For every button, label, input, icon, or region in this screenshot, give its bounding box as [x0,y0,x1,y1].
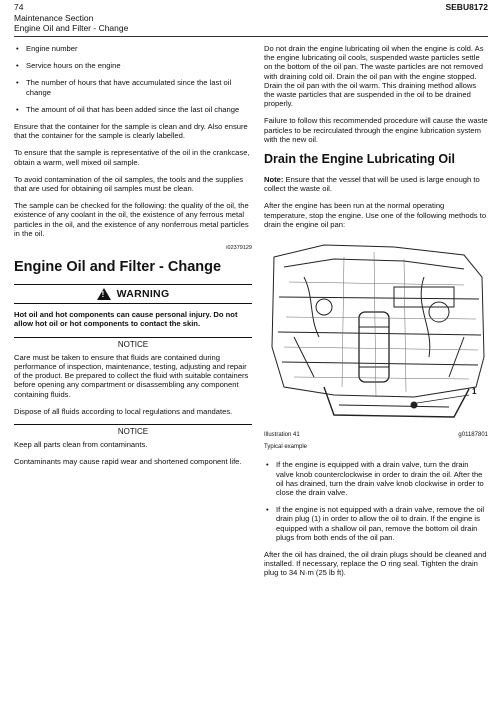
topic-name: Engine Oil and Filter - Change [14,23,129,33]
header-rule [14,36,488,37]
paragraph: To avoid contamination of the oil samples, the tools and the supplies that are used for obtaining oil samples must be clean. [14,174,244,194]
illustration-number: Illustration 41 [264,432,300,439]
paragraph: Contaminants may cause rapid wear and shortened component life. [14,457,242,467]
notice-text: Care must be taken to ensure that fluids are contained during performance of inspection, maintenance, testing, adjusting and repair of the product. Be prepared to collect the fluid with suitable containers before opening any compartment or disassembling any component containing fluids. [14,352,249,399]
list-item: • The number of hours that have accumulated since the last oil change [14,78,252,96]
list-item: • Service hours on the engine [14,61,252,70]
warning-triangle-icon: ! [97,288,111,300]
figure-subcaption: Typical example [264,444,308,451]
figure-caption [264,431,488,440]
note-text: Ensure that the vessel that will be used is large enough to collect the waste oil. [264,175,480,194]
list-item: • If the engine is not equipped with a drain valve, remove the oil drain plug (1) in order to allow the oil to drain. If the engine is equipped with a shallow oil pan, remove the bottom oil drain plugs from both ends of the oil pan. [264,505,488,542]
paragraph: The sample can be checked for the following: the quality of the oil, the existence of any coolant in the oil, the existence of any ferrous metal particles in the oil, and the existence of any nonferrous metal particles in the oil. [14,201,249,238]
note-label: Note: [264,175,284,185]
warning-banner [14,284,252,304]
callout-label: 1 [472,387,477,397]
drain-method-list [264,460,488,542]
page-number: 74 [14,2,24,12]
page-header [14,2,128,34]
engine-oil-pan-illustration [264,237,488,429]
illustration-code: g01187801 [458,432,488,439]
paragraph: Dispose of all fluids according to local regulations and mandates. [14,406,233,416]
section-title: Engine Oil and Filter - Change [14,259,222,276]
paragraph: Ensure that the container for the sample is clean and dry. Also ensure that the container for the sample is clearly labelled. [14,122,248,141]
paragraph: Do not drain the engine lubricating oil when the engine is cold. As the engine lubricating oil cools, suspended waste particles settle on the bottom of the oil pan. The waste particles are not removed with draining cold oil. Drain the oil pan with the engine stopped. Drain the oil pan with the oil warm. This draining method allows the waste particles that are suspended in the oil to be drained properly. [264,44,484,109]
sample-info-list [14,44,252,114]
paragraph: To ensure that the sample is representative of the oil in the crankcase, obtain a warm, well mixed oil sample. [14,148,250,167]
left-column [14,44,252,475]
paragraph: Failure to follow this recommended procedure will cause the waste particles to be recirculated through the engine lubrication system with the new oil. [264,116,488,144]
right-column [264,44,488,586]
reference-code: i02379129 [226,245,252,252]
list-item: • The amount of oil that has been added since the last oil change [14,105,252,114]
engine-drawing [264,237,488,429]
document-code: SEBU8172 [445,2,488,12]
paragraph: After the oil has drained, the oil drain plugs should be cleaned and installed. If necessary, replace the O ring seal. Tighten the drain plug to 34 N·m (25 lb ft). [264,550,487,578]
list-item: • If the engine is equipped with a drain valve, turn the drain valve knob counterclockwise in order to drain the oil. After the oil has drained, turn the drain valve knob clockwise in order to close the drain valve. [264,460,488,497]
paragraph: After the engine has been run at the normal operating temperature, stop the engine. Use one of the following methods to drain the engine oil pan: [264,201,487,229]
section-name: Maintenance Section [14,12,94,23]
warning-label: WARNING [116,287,170,300]
notice-heading: NOTICE [14,424,252,436]
warning-text: Hot oil and hot components can cause personal injury. Do not allow hot oil or hot components to contact the skin. [14,310,238,329]
subsection-heading: Drain the Engine Lubricating Oil [264,152,455,167]
notice-text: Keep all parts clean from contaminants. [14,440,148,450]
note-paragraph [264,175,488,193]
list-item: • Engine number [14,44,252,53]
notice-heading: NOTICE [14,337,252,349]
